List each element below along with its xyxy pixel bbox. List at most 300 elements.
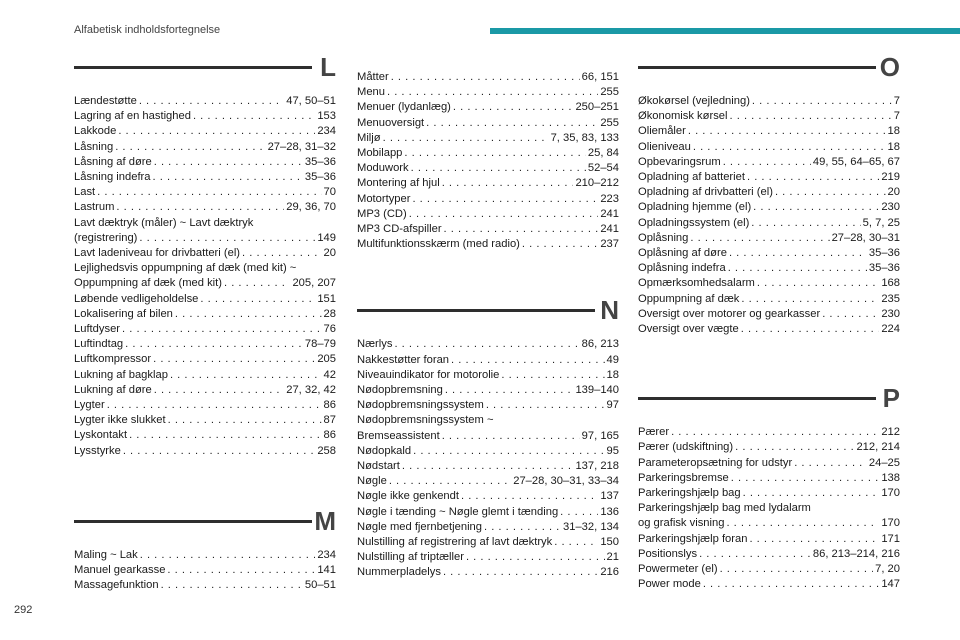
dot-leader: [775, 185, 886, 200]
index-entry: [74, 292, 336, 307]
index-entry: [357, 192, 619, 207]
entry-term: Lukning af bagklap: [74, 368, 168, 381]
dot-leader: [757, 276, 879, 291]
entry-pages: 27–28, 31–32: [267, 140, 336, 153]
index-entry: [357, 474, 619, 489]
entry-term: Maling ~ Lak: [74, 548, 138, 561]
index-entry: [638, 246, 900, 261]
dot-leader: [409, 207, 599, 222]
entry-pages: 42: [323, 368, 336, 381]
entry-pages: 35–36: [304, 155, 336, 168]
index-entry: [357, 383, 619, 398]
index-entry: [357, 131, 619, 146]
section-o: [638, 52, 900, 337]
entry-term: Lukning af døre: [74, 383, 152, 396]
dot-leader: [115, 140, 265, 155]
dot-leader: [97, 185, 321, 200]
dot-leader: [389, 474, 511, 489]
entry-list: [74, 548, 336, 594]
dot-leader: [394, 337, 579, 352]
entry-term: Menuer (lydanlæg): [357, 101, 451, 114]
index-entry: [638, 322, 900, 337]
index-entry: [638, 124, 900, 139]
entry-pages: 136: [600, 505, 619, 518]
dot-leader: [730, 109, 892, 124]
index-entry: [357, 70, 619, 85]
index-entry: [74, 444, 336, 459]
entry-pages: 5, 7, 25: [862, 216, 900, 229]
dot-leader: [140, 548, 316, 563]
entry-term: Parkeringshjælp foran: [638, 532, 748, 545]
entry-term: Opladningssystem (el): [638, 216, 750, 229]
index-entry: [74, 383, 336, 398]
entry-term: Nødopbremsningssystem ~: [357, 414, 494, 427]
index-entry: [638, 577, 900, 592]
index-entry: [638, 425, 900, 440]
index-entry: [638, 471, 900, 486]
entry-term: Oppumpning af dæk: [638, 292, 740, 305]
index-entry: [74, 109, 336, 124]
index-entry: [74, 140, 336, 155]
entry-list: [74, 94, 336, 459]
dot-leader: [484, 520, 561, 535]
index-entry: [357, 398, 619, 413]
index-entry: [74, 563, 336, 578]
entry-term: Oplåsning indefra: [638, 262, 726, 275]
entry-pages: 7: [893, 95, 900, 107]
dot-leader: [501, 368, 604, 383]
section-m-continued: [357, 70, 619, 252]
entry-pages: 49: [606, 353, 619, 366]
index-entry: [638, 261, 900, 276]
entry-pages: 234: [317, 548, 336, 561]
index-entry: [74, 548, 336, 563]
entry-pages: 29, 36, 70: [286, 201, 336, 214]
dot-leader: [443, 565, 598, 580]
entry-pages: 70: [323, 186, 336, 199]
entry-pages: 241: [600, 207, 619, 220]
index-entry: [357, 489, 619, 504]
entry-pages: 27–28, 30–31, 33–34: [513, 475, 619, 488]
section-header: [74, 505, 336, 546]
entry-term: Parameteropsætning for udstyr: [638, 456, 793, 469]
index-entry: [638, 456, 900, 471]
dot-leader: [445, 383, 574, 398]
entry-pages: 212: [881, 426, 900, 439]
entry-term: Opmærksomhedsalarm: [638, 277, 755, 290]
dot-leader: [741, 292, 879, 307]
index-entry: [74, 94, 336, 109]
entry-pages: 87: [323, 414, 336, 427]
index-entry: [357, 535, 619, 550]
index-entry: [357, 565, 619, 580]
index-entry: [638, 276, 900, 291]
index-entry: [638, 562, 900, 577]
entry-pages: 27–28, 30–31: [831, 231, 900, 244]
index-entry: [357, 146, 619, 161]
dot-leader: [699, 547, 811, 562]
dot-leader: [731, 471, 880, 486]
index-column-3: [638, 52, 900, 592]
section-letter: M: [314, 505, 336, 536]
entry-pages: 7, 20: [875, 563, 900, 576]
entry-pages: 28: [323, 307, 336, 320]
dot-leader: [168, 413, 322, 428]
entry-term: Moduwork: [357, 162, 409, 175]
dot-leader: [560, 505, 598, 520]
entry-pages: 49, 55, 64–65, 67: [812, 155, 900, 168]
index-column-1: [74, 52, 336, 593]
index-entry: [638, 532, 900, 547]
entry-pages: 86, 213–214, 216: [812, 547, 900, 560]
dot-leader: [794, 456, 867, 471]
dot-leader: [139, 94, 284, 109]
index-entry: [638, 216, 900, 231]
entry-term: Lavt dæktryk (måler) ~ Lavt dæktryk: [74, 216, 254, 229]
entry-term: Last: [74, 186, 96, 199]
dot-leader: [125, 337, 303, 352]
entry-list: [357, 337, 619, 580]
entry-term: Menu: [357, 86, 385, 99]
section-letter: N: [600, 295, 619, 326]
entry-term: Opbevaringsrum: [638, 155, 721, 168]
entry-pages: 24–25: [868, 456, 900, 469]
index-entry: [357, 337, 619, 352]
entry-pages: 255: [600, 86, 619, 99]
entry-pages: 47, 50–51: [286, 95, 336, 107]
entry-pages: 149: [317, 231, 336, 244]
index-entry: [74, 368, 336, 383]
entry-term: Nærlys: [357, 338, 393, 351]
entry-pages: 210–212: [575, 177, 619, 190]
entry-list: [638, 94, 900, 337]
entry-term: Nøgle: [357, 475, 387, 488]
entry-term: Niveauindikator for motorolie: [357, 368, 500, 381]
entry-pages: 137, 218: [575, 460, 619, 473]
entry-term: Låsning af døre: [74, 155, 152, 168]
index-entry: [357, 444, 619, 459]
entry-term: Motortyper: [357, 192, 411, 205]
entry-term-continued: Bremseassistent: [357, 429, 440, 442]
entry-pages: 35–36: [304, 171, 336, 184]
dot-leader: [554, 535, 598, 550]
index-entry: [638, 292, 900, 307]
index-entry: [74, 216, 336, 246]
index-entry: [357, 368, 619, 383]
entry-pages: 137: [600, 490, 619, 503]
dot-leader: [822, 307, 879, 322]
entry-term: Power mode: [638, 578, 701, 591]
entry-pages: 86: [323, 429, 336, 442]
dot-leader: [383, 131, 549, 146]
dot-leader: [153, 352, 315, 367]
index-entry: [357, 161, 619, 176]
index-entry: [357, 207, 619, 222]
dot-leader: [193, 109, 315, 124]
entry-pages: 170: [881, 517, 900, 530]
entry-pages: 147: [881, 578, 900, 591]
dot-leader: [224, 276, 290, 291]
entry-term-continued: Oppumpning af dæk (med kit): [74, 277, 222, 290]
entry-term: Oversigt over motorer og gearkasser: [638, 307, 821, 320]
running-header: Alfabetisk indholdsfortegnelse: [74, 24, 221, 36]
index-entry: [74, 307, 336, 322]
entry-term: Nulstilling af registrering af lavt dæktryk: [357, 536, 553, 549]
entry-term-continued: (registrering): [74, 231, 138, 244]
entry-pages: 205, 207: [292, 277, 336, 290]
dot-leader: [723, 155, 811, 170]
section-letter: L: [320, 52, 336, 82]
entry-pages: 31–32, 134: [563, 520, 619, 533]
dot-leader: [123, 444, 315, 459]
index-entry: [357, 176, 619, 191]
entry-term: Lastrum: [74, 201, 115, 214]
entry-pages: 27, 32, 42: [286, 383, 336, 396]
entry-term: Luftindtag: [74, 338, 124, 351]
entry-term: Lagring af en hastighed: [74, 110, 191, 123]
entry-pages: 250–251: [575, 101, 619, 114]
index-entry: [357, 550, 619, 565]
dot-leader: [688, 124, 886, 139]
dot-leader: [118, 124, 315, 139]
entry-term: Manuel gearkasse: [74, 564, 166, 577]
index-entry: [74, 261, 336, 291]
entry-term: Nøgle i tænding ~ Nøgle glemt i tænding: [357, 505, 559, 518]
dot-leader: [426, 116, 598, 131]
entry-term: Massagefunktion: [74, 579, 159, 592]
index-entry: [357, 459, 619, 474]
entry-term: Lændestøtte: [74, 95, 137, 107]
entry-pages: 258: [317, 444, 336, 457]
index-entry: [74, 413, 336, 428]
dot-leader: [154, 383, 284, 398]
dot-leader: [693, 140, 886, 155]
entry-pages: 18: [887, 125, 900, 138]
index-entry: [74, 185, 336, 200]
entry-term: Lygter: [74, 399, 105, 412]
entry-pages: 150: [600, 536, 619, 549]
dot-leader: [175, 307, 322, 322]
dot-leader: [486, 398, 605, 413]
entry-term: Lokalisering af bilen: [74, 307, 173, 320]
dot-leader: [413, 444, 604, 459]
entry-pages: 224: [881, 323, 900, 336]
entry-term: Nødopbremsning: [357, 384, 443, 397]
entry-pages: 205: [317, 353, 336, 366]
entry-term: Miljø: [357, 131, 381, 144]
index-entry: [638, 231, 900, 246]
entry-pages: 20: [887, 186, 900, 199]
section-rule: [357, 309, 595, 312]
entry-term: Olieniveau: [638, 140, 691, 153]
dot-leader: [749, 532, 879, 547]
entry-pages: 21: [606, 551, 619, 564]
entry-list: [638, 425, 900, 592]
entry-term: Nødopkald: [357, 444, 412, 457]
entry-pages: 138: [881, 471, 900, 484]
dot-leader: [690, 231, 829, 246]
index-entry: [638, 185, 900, 200]
entry-pages: 25, 84: [587, 147, 619, 160]
dot-leader: [466, 550, 605, 565]
dot-leader: [242, 246, 322, 261]
entry-pages: 35–36: [868, 247, 900, 260]
entry-pages: 20: [323, 247, 336, 260]
section-m: [74, 505, 336, 594]
index-entry: [357, 353, 619, 368]
dot-leader: [107, 398, 322, 413]
entry-term: Lysstyrke: [74, 444, 121, 457]
dot-leader: [729, 246, 867, 261]
entry-pages: 234: [317, 125, 336, 138]
entry-term: Oversigt over vægte: [638, 323, 739, 336]
entry-term: Positionslys: [638, 547, 698, 560]
dot-leader: [720, 562, 874, 577]
dot-leader: [728, 261, 867, 276]
entry-pages: 235: [881, 292, 900, 305]
entry-term: Lyskontakt: [74, 429, 128, 442]
dot-leader: [461, 489, 598, 504]
entry-pages: 35–36: [868, 262, 900, 275]
dot-leader: [453, 100, 574, 115]
dot-leader: [751, 216, 860, 231]
header-accent-bar: [490, 28, 960, 34]
index-entry: [74, 322, 336, 337]
entry-term: Nummerpladelys: [357, 566, 441, 579]
section-rule: [638, 66, 876, 69]
entry-term: Nøgle med fjernbetjening: [357, 520, 482, 533]
dot-leader: [444, 222, 599, 237]
dot-leader: [451, 353, 605, 368]
index-entry: [357, 505, 619, 520]
entry-term: Pærer: [638, 426, 670, 439]
entry-term: Parkeringsbremse: [638, 471, 729, 484]
index-entry: [638, 94, 900, 109]
entry-term: Lavt ladeniveau for drivbatteri (el): [74, 247, 241, 260]
entry-pages: 153: [317, 110, 336, 123]
entry-term: Nulstilling af triptæller: [357, 551, 464, 564]
section-header: [357, 295, 619, 335]
dot-leader: [391, 70, 580, 85]
index-entry: [638, 307, 900, 322]
index-entry: [74, 170, 336, 185]
entry-pages: 212, 214: [856, 441, 900, 454]
index-entry: [74, 578, 336, 593]
dot-leader: [139, 231, 315, 246]
entry-term: Nakkestøtter foran: [357, 353, 450, 366]
section-header: [638, 52, 900, 92]
index-entry: [638, 170, 900, 185]
index-entry: [638, 486, 900, 501]
dot-leader: [402, 459, 574, 474]
entry-pages: 50–51: [304, 579, 336, 592]
entry-term: Luftkompressor: [74, 353, 152, 366]
entry-pages: 7: [893, 110, 900, 123]
dot-leader: [412, 192, 598, 207]
entry-pages: 230: [881, 201, 900, 214]
dot-leader: [116, 200, 284, 215]
entry-pages: 230: [881, 307, 900, 320]
dot-leader: [747, 170, 879, 185]
entry-pages: 171: [881, 532, 900, 545]
entry-term: Økonomisk kørsel: [638, 110, 728, 123]
dot-leader: [387, 85, 598, 100]
entry-term: Opladning hjemme (el): [638, 201, 752, 214]
entry-pages: 86: [323, 399, 336, 412]
index-entry: [74, 200, 336, 215]
entry-pages: 168: [881, 277, 900, 290]
index-entry: [638, 140, 900, 155]
entry-pages: 66, 151: [581, 71, 619, 83]
entry-term: Økokørsel (vejledning): [638, 95, 750, 107]
index-entry: [638, 200, 900, 215]
entry-term: Powermeter (el): [638, 563, 718, 576]
entry-term: Oplåsning af døre: [638, 247, 727, 260]
entry-pages: 78–79: [304, 338, 336, 351]
dot-leader: [170, 368, 322, 383]
dot-leader: [741, 322, 880, 337]
entry-term: Pærer (udskiftning): [638, 441, 734, 454]
entry-term: Montering af hjul: [357, 177, 440, 190]
index-entry: [357, 237, 619, 252]
dot-leader: [522, 237, 598, 252]
entry-pages: 216: [600, 566, 619, 579]
section-l: [74, 52, 336, 459]
entry-pages: 52–54: [587, 162, 619, 175]
entry-term: MP3 (CD): [357, 207, 407, 220]
entry-term: Lygter ikke slukket: [74, 414, 166, 427]
dot-leader: [442, 429, 580, 444]
entry-term: Luftdyser: [74, 323, 121, 336]
index-entry: [74, 337, 336, 352]
index-entry: [638, 501, 900, 531]
dot-leader: [743, 486, 880, 501]
dot-leader: [703, 577, 880, 592]
entry-pages: 97, 165: [581, 429, 619, 442]
entry-pages: 219: [881, 171, 900, 184]
entry-pages: 97: [606, 399, 619, 412]
index-entry: [638, 547, 900, 562]
dot-leader: [404, 146, 585, 161]
index-entry: [74, 246, 336, 261]
entry-term: Oliemåler: [638, 125, 686, 138]
entry-pages: 18: [887, 140, 900, 153]
entry-pages: 237: [600, 238, 619, 251]
index-entry: [638, 440, 900, 455]
section-p: [638, 383, 900, 592]
entry-pages: 76: [323, 323, 336, 336]
entry-term: Oplåsning: [638, 231, 689, 244]
entry-pages: 18: [606, 368, 619, 381]
dot-leader: [411, 161, 586, 176]
index-entry: [74, 398, 336, 413]
dot-leader: [167, 563, 315, 578]
section-rule: [74, 520, 312, 523]
entry-pages: 241: [600, 223, 619, 236]
entry-list: [357, 70, 619, 252]
entry-pages: 151: [317, 292, 336, 305]
entry-term: Parkeringshjælp bag med lydalarm: [638, 502, 811, 515]
section-rule: [638, 397, 876, 400]
entry-term: Opladning af batteriet: [638, 171, 745, 184]
index-entry: [638, 155, 900, 170]
index-entry: [74, 155, 336, 170]
dot-leader: [154, 155, 303, 170]
entry-pages: 255: [600, 116, 619, 129]
index-entry: [74, 124, 336, 139]
entry-term: Måtter: [357, 71, 389, 83]
entry-pages: 223: [600, 192, 619, 205]
